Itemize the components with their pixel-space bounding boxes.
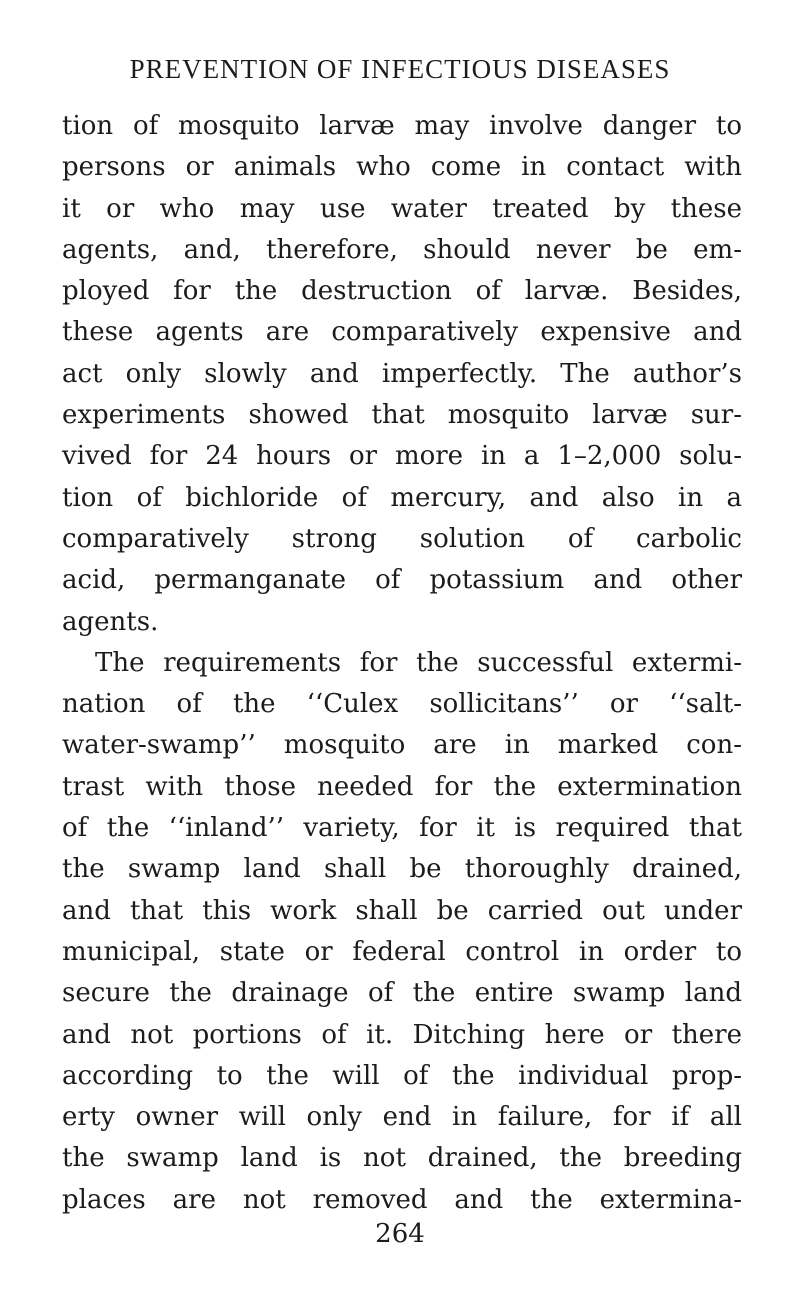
text-line: agents, and, therefore, should never be em- [62,234,742,265]
text-line: trast with those needed for the extermination [62,771,742,802]
text-line: municipal, state or federal control in order to [62,936,742,967]
text-line: water-swamp’’ mosquito are in marked con- [62,730,742,761]
text-line: and that this work shall be carried out under [62,895,742,926]
text-line: agents. [62,606,159,637]
text-line: places are not removed and the extermina- [62,1184,742,1215]
text-line: the swamp land is not drained, the breeding [62,1143,742,1174]
text-line: acid, permanganate of potassium and other [62,565,742,596]
text-line: tion of bichloride of mercury, and also in a [62,482,742,513]
text-line: secure the drainage of the entire swamp land [62,978,742,1009]
text-line: experiments showed that mosquito larvæ sur- [62,400,742,431]
text-line: tion of mosquito larvæ may involve danger to [62,111,742,141]
page-number: 264 [375,1219,425,1249]
text-line: comparatively strong solution of carbolic [62,523,742,554]
text-line: erty owner will only end in failure, for if all [62,1102,742,1133]
text-line: of the ‘‘inland’’ variety, for it is required that [62,813,742,844]
text-line: nation of the ‘‘Culex sollicitans’’ or ‘‘salt- [62,689,742,720]
text-line: The requirements for the successful extermi- [95,647,742,678]
text-line: and not portions of it. Ditching here or there [62,1019,742,1050]
text-line: these agents are comparatively expensive and [62,317,742,348]
body-text [62,106,742,1221]
text-line: vived for 24 hours or more in a 1–2,000 solu- [62,441,742,472]
text-line: ployed for the destruction of larvæ. Besides, [62,276,742,307]
running-head: PREVENTION OF INFECTIOUS DISEASES [129,54,671,84]
text-line: act only slowly and imperfectly. The author’s [62,358,742,389]
text-line: persons or animals who come in contact with [62,152,742,183]
text-line: the swamp land shall be thoroughly drained, [62,854,742,885]
text-line: it or who may use water treated by these [62,193,742,224]
text-line: according to the will of the individual prop- [62,1060,742,1091]
